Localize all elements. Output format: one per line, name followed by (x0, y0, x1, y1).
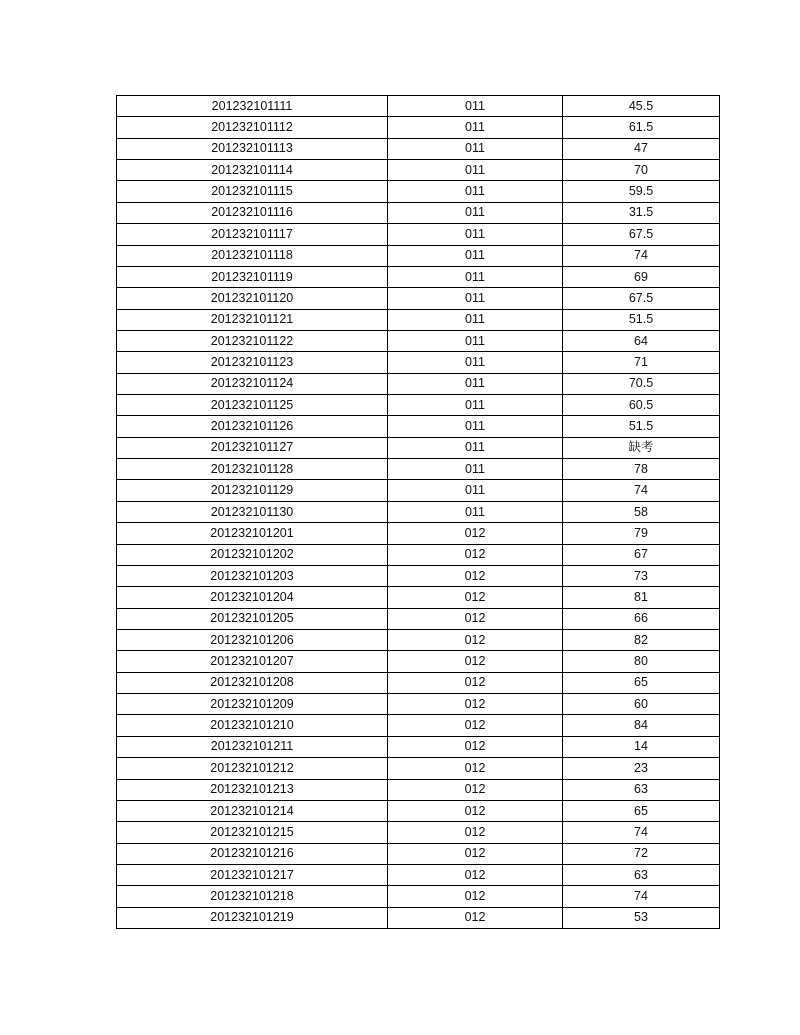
student-id-cell: 201232101215 (117, 822, 388, 843)
student-id-cell: 201232101210 (117, 715, 388, 736)
class-code-cell: 012 (388, 779, 563, 800)
class-code-cell: 011 (388, 480, 563, 501)
class-code-cell: 011 (388, 117, 563, 138)
student-id-cell: 201232101217 (117, 864, 388, 885)
table-row (117, 822, 720, 843)
table-row (117, 395, 720, 416)
student-id-cell: 201232101205 (117, 608, 388, 629)
student-id-cell: 201232101129 (117, 480, 388, 501)
class-code-cell: 012 (388, 694, 563, 715)
student-id-cell: 201232101121 (117, 309, 388, 330)
student-id-cell: 201232101204 (117, 587, 388, 608)
student-id-cell: 201232101214 (117, 800, 388, 821)
class-code-cell: 012 (388, 843, 563, 864)
table-row (117, 373, 720, 394)
class-code-cell: 012 (388, 736, 563, 757)
table-row (117, 245, 720, 266)
score-cell: 74 (563, 822, 720, 843)
student-id-cell: 201232101203 (117, 565, 388, 586)
student-id-cell: 201232101111 (117, 96, 388, 117)
table-row (117, 288, 720, 309)
score-cell: 53 (563, 907, 720, 928)
score-cell: 31.5 (563, 202, 720, 223)
class-code-cell: 011 (388, 202, 563, 223)
student-id-cell: 201232101115 (117, 181, 388, 202)
table-row (117, 886, 720, 907)
student-id-cell: 201232101202 (117, 544, 388, 565)
score-cell: 45.5 (563, 96, 720, 117)
student-id-cell: 201232101209 (117, 694, 388, 715)
student-id-cell: 201232101113 (117, 138, 388, 159)
class-code-cell: 012 (388, 544, 563, 565)
class-code-cell: 011 (388, 373, 563, 394)
table-row (117, 181, 720, 202)
class-code-cell: 012 (388, 651, 563, 672)
score-cell: 74 (563, 886, 720, 907)
student-id-cell: 201232101212 (117, 758, 388, 779)
student-id-cell: 201232101216 (117, 843, 388, 864)
table-row (117, 309, 720, 330)
score-cell: 74 (563, 480, 720, 501)
table-row (117, 330, 720, 351)
table-row (117, 544, 720, 565)
table-row (117, 96, 720, 117)
score-cell: 79 (563, 523, 720, 544)
score-cell: 81 (563, 587, 720, 608)
student-id-cell: 201232101119 (117, 266, 388, 287)
class-code-cell: 012 (388, 907, 563, 928)
score-cell: 70.5 (563, 373, 720, 394)
score-cell: 80 (563, 651, 720, 672)
table-row (117, 715, 720, 736)
class-code-cell: 012 (388, 608, 563, 629)
student-id-cell: 201232101120 (117, 288, 388, 309)
table-row (117, 416, 720, 437)
class-code-cell: 012 (388, 672, 563, 693)
class-code-cell: 012 (388, 565, 563, 586)
class-code-cell: 011 (388, 501, 563, 522)
class-code-cell: 011 (388, 138, 563, 159)
score-table-body (117, 96, 720, 929)
table-row (117, 608, 720, 629)
table-row (117, 651, 720, 672)
score-cell: 74 (563, 245, 720, 266)
class-code-cell: 011 (388, 416, 563, 437)
score-cell: 51.5 (563, 416, 720, 437)
table-row (117, 352, 720, 373)
table-row (117, 480, 720, 501)
score-cell: 65 (563, 672, 720, 693)
table-row (117, 501, 720, 522)
student-id-cell: 201232101219 (117, 907, 388, 928)
class-code-cell: 011 (388, 437, 563, 458)
class-code-cell: 012 (388, 587, 563, 608)
table-row (117, 224, 720, 245)
score-cell: 14 (563, 736, 720, 757)
student-id-cell: 201232101117 (117, 224, 388, 245)
table-row (117, 138, 720, 159)
student-id-cell: 201232101114 (117, 160, 388, 181)
table-row (117, 864, 720, 885)
score-cell: 51.5 (563, 309, 720, 330)
student-id-cell: 201232101126 (117, 416, 388, 437)
student-id-cell: 201232101123 (117, 352, 388, 373)
score-cell: 63 (563, 779, 720, 800)
student-id-cell: 201232101207 (117, 651, 388, 672)
table-row (117, 117, 720, 138)
student-id-cell: 201232101112 (117, 117, 388, 138)
class-code-cell: 012 (388, 758, 563, 779)
table-row (117, 459, 720, 480)
student-id-cell: 201232101206 (117, 629, 388, 650)
table-row (117, 160, 720, 181)
class-code-cell: 011 (388, 245, 563, 266)
score-cell: 65 (563, 800, 720, 821)
table-row (117, 672, 720, 693)
table-row (117, 587, 720, 608)
class-code-cell: 012 (388, 864, 563, 885)
class-code-cell: 011 (388, 266, 563, 287)
score-cell: 47 (563, 138, 720, 159)
student-id-cell: 201232101211 (117, 736, 388, 757)
score-cell: 23 (563, 758, 720, 779)
score-cell: 73 (563, 565, 720, 586)
table-row (117, 629, 720, 650)
score-cell: 61.5 (563, 117, 720, 138)
table-row (117, 907, 720, 928)
score-cell: 84 (563, 715, 720, 736)
table-row (117, 736, 720, 757)
class-code-cell: 012 (388, 523, 563, 544)
table-row (117, 779, 720, 800)
score-cell: 67.5 (563, 288, 720, 309)
score-cell: 66 (563, 608, 720, 629)
table-row (117, 437, 720, 458)
student-id-cell: 201232101125 (117, 395, 388, 416)
class-code-cell: 011 (388, 160, 563, 181)
class-code-cell: 011 (388, 352, 563, 373)
class-code-cell: 012 (388, 886, 563, 907)
table-row (117, 565, 720, 586)
student-id-cell: 201232101218 (117, 886, 388, 907)
score-cell: 82 (563, 629, 720, 650)
class-code-cell: 011 (388, 288, 563, 309)
class-code-cell: 011 (388, 96, 563, 117)
score-cell: 70 (563, 160, 720, 181)
table-row (117, 202, 720, 223)
student-id-cell: 201232101127 (117, 437, 388, 458)
table-row (117, 843, 720, 864)
score-cell: 58 (563, 501, 720, 522)
table-row (117, 800, 720, 821)
class-code-cell: 012 (388, 800, 563, 821)
score-cell: 63 (563, 864, 720, 885)
table-row (117, 266, 720, 287)
student-id-cell: 201232101213 (117, 779, 388, 800)
student-id-cell: 201232101201 (117, 523, 388, 544)
class-code-cell: 011 (388, 330, 563, 351)
class-code-cell: 011 (388, 224, 563, 245)
student-id-cell: 201232101116 (117, 202, 388, 223)
class-code-cell: 011 (388, 181, 563, 202)
table-row (117, 758, 720, 779)
class-code-cell: 011 (388, 459, 563, 480)
class-code-cell: 012 (388, 715, 563, 736)
score-cell: 78 (563, 459, 720, 480)
student-id-cell: 201232101122 (117, 330, 388, 351)
score-cell: 60.5 (563, 395, 720, 416)
student-id-cell: 201232101124 (117, 373, 388, 394)
score-cell: 67.5 (563, 224, 720, 245)
table-row (117, 523, 720, 544)
score-cell: 69 (563, 266, 720, 287)
score-cell: 67 (563, 544, 720, 565)
score-table (116, 95, 720, 929)
score-cell: 72 (563, 843, 720, 864)
student-id-cell: 201232101208 (117, 672, 388, 693)
class-code-cell: 011 (388, 395, 563, 416)
student-id-cell: 201232101128 (117, 459, 388, 480)
student-id-cell: 201232101130 (117, 501, 388, 522)
score-cell: 71 (563, 352, 720, 373)
table-row (117, 694, 720, 715)
score-cell: 60 (563, 694, 720, 715)
class-code-cell: 012 (388, 629, 563, 650)
score-cell: 64 (563, 330, 720, 351)
score-cell: 缺考 (563, 437, 720, 458)
class-code-cell: 012 (388, 822, 563, 843)
class-code-cell: 011 (388, 309, 563, 330)
student-id-cell: 201232101118 (117, 245, 388, 266)
score-cell: 59.5 (563, 181, 720, 202)
